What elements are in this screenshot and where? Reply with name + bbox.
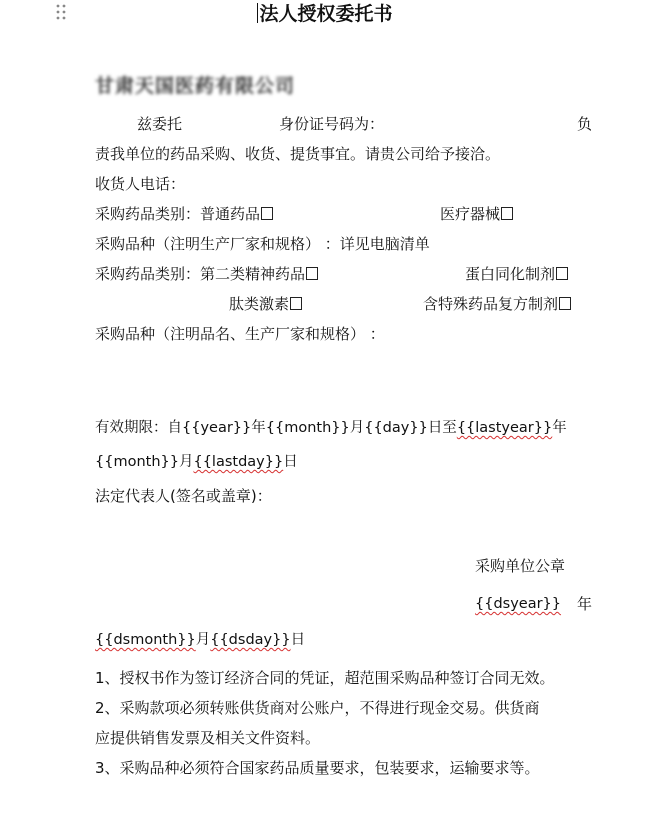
legal-representative-label: 法定代表人(签名或盖章)： (95, 487, 272, 505)
company-name-blurred: 甘肃天国医药有限公司 (95, 75, 296, 97)
general-drugs-checkbox[interactable] (261, 207, 273, 220)
purchase-variety-line-1: 采购品种（注明生产厂家和规格） ：详见电脑清单 (95, 235, 430, 253)
document-title[interactable]: 法人授权委托书 (259, 3, 393, 25)
category-medical-devices: 医疗器械 (440, 204, 513, 224)
lastyear-placeholder: {{lastyear}} (456, 420, 553, 436)
lastday-placeholder: {{lastday}} (193, 454, 284, 470)
day-placeholder: {{day}} (364, 420, 428, 436)
peptide-hormones-checkbox[interactable] (290, 297, 302, 310)
responsibility-text: 责我单位的药品采购、收货、提货事宜。请贵公司给予接洽。 (95, 145, 501, 163)
note-3: 3、采购品种必须符合国家药品质量要求，包装要求，运输要求等。 (95, 759, 540, 777)
category-protein-assimilation: 蛋白同化制剂 (465, 264, 568, 284)
ds-month-day-line: {{dsmonth}}月{{dsday}}日 (95, 632, 306, 648)
purchase-variety-line-2: 采购品种（注明品名、生产厂家和规格） ： (95, 325, 385, 343)
category-psychotropic: 采购药品类别：第二类精神药品 (95, 264, 318, 284)
id-number-label: 身份证号码为： (279, 115, 385, 133)
receiver-phone-label: 收货人电话： (95, 175, 186, 193)
validity-period-line-2: {{month}}月{{lastday}}日 (95, 454, 298, 470)
last-month-placeholder: {{month}} (95, 454, 179, 470)
company-seal-label: 采购单位公章 (475, 557, 566, 575)
ds-year-unit: 年 (577, 595, 593, 613)
dsyear-placeholder: {{dsyear}} (475, 596, 562, 612)
protein-assimilation-checkbox[interactable] (556, 267, 568, 280)
responsible-label: 负 (577, 115, 593, 133)
dsmonth-placeholder: {{dsmonth}} (95, 632, 196, 648)
entrust-label: 兹委托 (137, 115, 183, 133)
validity-period-line-1: 有效期限：自{{year}}年{{month}}月{{day}}日至{{lastyear}}年 (95, 420, 567, 436)
category-peptide-hormones: 肽类激素 (229, 294, 302, 314)
psychotropic-checkbox[interactable] (306, 267, 318, 280)
category-general-drugs: 采购药品类别：普通药品 (95, 204, 273, 224)
category-special-compound: 含特殊药品复方制剂 (423, 294, 571, 314)
ds-year-line (475, 594, 561, 614)
dsday-placeholder: {{dsday}} (210, 632, 291, 648)
year-placeholder: {{year}} (182, 420, 252, 436)
note-2-continued: 应提供销售发票及相关文件资料。 (95, 729, 321, 747)
note-2: 2、采购款项必须转账供货商对公账户，不得进行现金交易。供货商 (95, 699, 540, 717)
month-placeholder: {{month}} (265, 420, 350, 436)
medical-devices-checkbox[interactable] (501, 207, 513, 220)
special-compound-checkbox[interactable] (559, 297, 571, 310)
note-1: 1、授权书作为签订经济合同的凭证，超范围采购品种签订合同无效。 (95, 669, 555, 687)
